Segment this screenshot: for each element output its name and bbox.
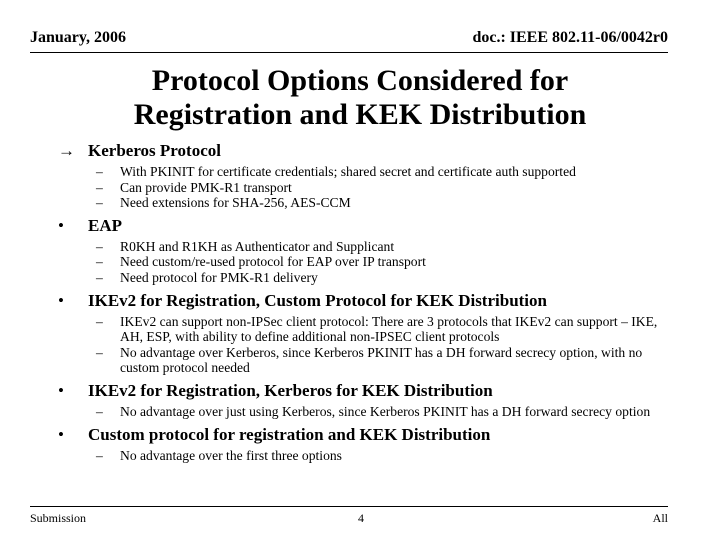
section-custom-protocol-items xyxy=(0,448,720,464)
slide-title xyxy=(0,64,720,132)
dash-icon: – xyxy=(96,269,103,285)
bullet-icon: • xyxy=(58,424,64,444)
dash-icon: – xyxy=(96,447,103,463)
header-doc-id: doc.: IEEE 802.11-06/0042r0 xyxy=(472,29,668,46)
slide-title-line-2: Registration and KEK Distribution xyxy=(133,98,587,131)
list-item: – No advantage over Kerberos, since Kerberos PKINIT has a DH forward secrecy option, with no custom protocol needed xyxy=(96,344,643,376)
dash-icon: – xyxy=(96,403,103,419)
section-ikev2-kerberos xyxy=(0,381,720,401)
arrow-icon: → xyxy=(58,141,75,160)
list-item: – With PKINIT for certificate credentials; shared secret and certificate auth supported xyxy=(96,164,576,179)
dash-icon: – xyxy=(96,254,103,270)
list-item: – No advantage over just using Kerberos, since Kerberos PKINIT has a DH forward secrecy option xyxy=(96,403,651,419)
footer-author: All xyxy=(652,511,668,525)
footer-rule xyxy=(30,506,668,507)
section-kerberos xyxy=(0,141,720,161)
list-item: – IKEv2 can support non-IPSec client protocol: There are 3 protocols that IKEv2 can support – IKE, AH, ESP, with ability to define additional non-IPSEC client protocols xyxy=(96,313,658,345)
dash-icon: – xyxy=(96,164,103,179)
dash-icon: – xyxy=(96,344,103,360)
section-ikev2-kerberos-items xyxy=(0,404,720,420)
dash-icon: – xyxy=(96,179,103,195)
list-item: – R0KH and R1KH as Authenticator and Supplicant xyxy=(96,238,395,254)
section-ikev2-custom xyxy=(0,291,720,311)
dash-icon: – xyxy=(96,195,103,211)
section-label: IKEv2 for Registration, Kerberos for KEK Distribution xyxy=(88,380,493,400)
header-date: January, 2006 xyxy=(30,29,127,46)
section-eap-items xyxy=(0,239,720,286)
page-number: 4 xyxy=(358,511,364,525)
header-rule xyxy=(30,52,668,53)
dash-icon: – xyxy=(96,238,103,254)
bullet-icon: • xyxy=(58,290,64,310)
section-label: IKEv2 for Registration, Custom Protocol for KEK Distribution xyxy=(88,290,547,310)
section-custom-protocol xyxy=(0,425,720,445)
slide-body xyxy=(0,141,720,468)
bullet-icon: • xyxy=(58,215,64,235)
footer-submission: Submission xyxy=(30,511,87,525)
section-label: Custom protocol for registration and KEK Distribution xyxy=(88,424,491,444)
list-item: – No advantage over the first three options xyxy=(96,447,342,463)
section-eap xyxy=(0,216,720,236)
bullet-icon: • xyxy=(58,380,64,400)
list-item: – Need protocol for PMK-R1 delivery xyxy=(96,269,318,285)
section-label: Kerberos Protocol xyxy=(88,141,221,160)
slide-title-line-1: Protocol Options Considered for xyxy=(151,64,569,97)
section-kerberos-items xyxy=(0,164,720,211)
dash-icon: – xyxy=(96,313,103,329)
section-ikev2-custom-items xyxy=(0,314,720,376)
list-item: – Need extensions for SHA-256, AES-CCM xyxy=(96,195,351,211)
list-item: – Can provide PMK-R1 transport xyxy=(96,179,292,195)
list-item: – Need custom/re-used protocol for EAP over IP transport xyxy=(96,254,426,270)
section-label: EAP xyxy=(88,215,122,235)
